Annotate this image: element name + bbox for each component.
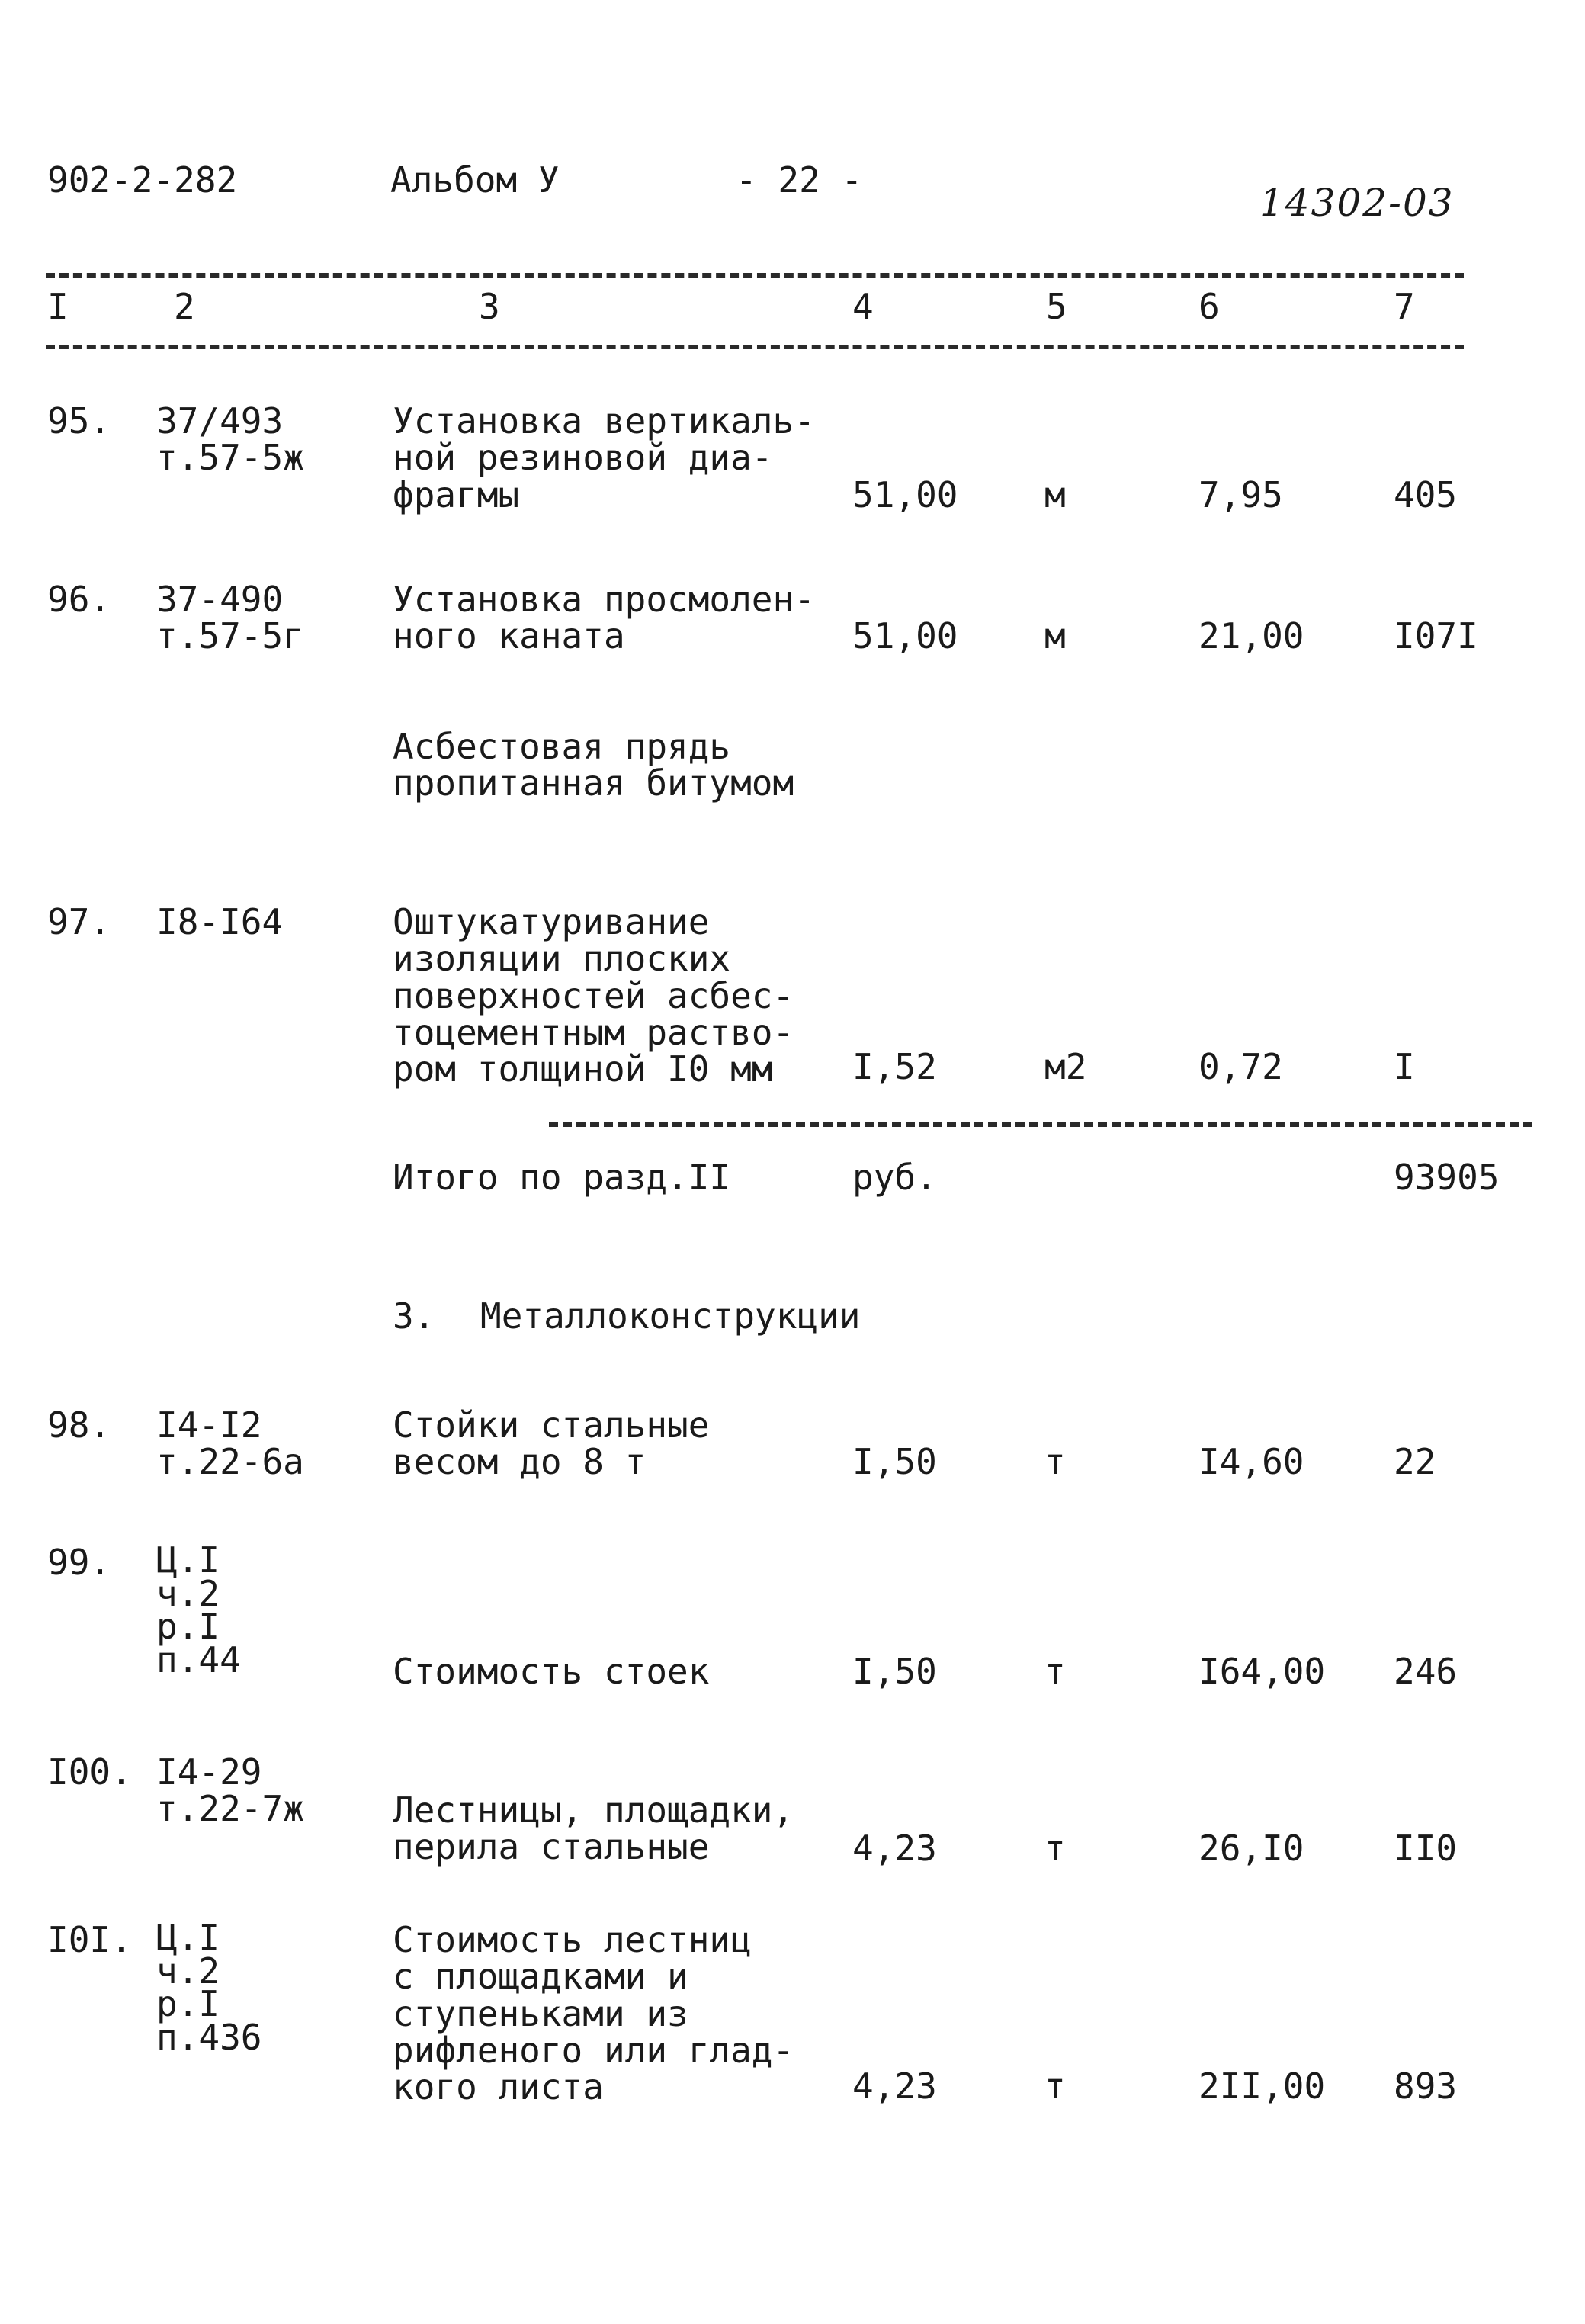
row-total: I [1394, 1046, 1415, 1087]
row-price: 2II,00 [1198, 2066, 1326, 2107]
row-price: 21,00 [1198, 615, 1304, 656]
description-line: перила стальные [393, 1826, 710, 1868]
row-price: 26,I0 [1198, 1828, 1304, 1869]
row-number: I00. [47, 1751, 132, 1793]
page-number: - 22 - [736, 159, 863, 201]
row-reference [156, 581, 304, 655]
header-top-rule [46, 273, 1464, 278]
reference-line: р.I [156, 1983, 220, 2025]
column-number-4: 4 [852, 286, 874, 327]
reference-line: Ц.I [156, 1539, 220, 1581]
subtotal-unit: руб. [852, 1157, 937, 1198]
reference-line: п.436 [156, 2017, 262, 2059]
reference-line: I4-I2 [156, 1404, 262, 1446]
column-number-7: 7 [1394, 286, 1415, 327]
reference-line: ч.2 [156, 1950, 220, 1992]
reference-line: т.57-5г [156, 615, 304, 657]
row-total: 246 [1394, 1651, 1458, 1692]
document-code: 902-2-282 [47, 159, 238, 201]
description-line: кого листа [393, 2066, 604, 2108]
row-reference [156, 1751, 304, 1830]
description-line: Стойки стальные [393, 1404, 710, 1446]
column-number-3: 3 [479, 286, 500, 327]
column-number-6: 6 [1198, 286, 1220, 327]
row-reference [156, 400, 304, 479]
row-reference [156, 901, 284, 942]
description-line: ром толщиной I0 мм [393, 1048, 773, 1090]
row-number: 96. [47, 579, 111, 620]
column-number-1: I [47, 286, 69, 327]
reference-line: Ц.I [156, 1917, 220, 1958]
description-line: с площадками и [393, 1956, 688, 1998]
row-unit: т [1044, 1828, 1066, 1869]
row-number: 99. [47, 1542, 111, 1583]
row-number: I0I. [47, 1919, 132, 1960]
row-price: I4,60 [1198, 1441, 1304, 1482]
column-number-2: 2 [174, 286, 195, 327]
row-total: 22 [1394, 1441, 1436, 1482]
row-total: I07I [1394, 615, 1478, 656]
row-quantity: 51,00 [852, 474, 958, 515]
description-line: тоцементным раство- [393, 1011, 794, 1053]
description-line: ного каната [393, 615, 625, 657]
description-line: ной резиновой диа- [393, 437, 773, 479]
album-label: Альбом У [390, 159, 560, 201]
row-quantity: I,50 [852, 1651, 937, 1692]
row-reference [156, 1917, 262, 2059]
reference-line: I8-I64 [156, 901, 284, 942]
row-reference [156, 1539, 241, 1681]
row-unit: м [1044, 474, 1066, 515]
subtotal-label: Итого по разд.II [393, 1157, 731, 1198]
row-price: 0,72 [1198, 1046, 1283, 1087]
reference-line: ч.2 [156, 1572, 220, 1614]
row-number: 97. [47, 901, 111, 942]
reference-line: р.I [156, 1606, 220, 1648]
subtotal-total: 93905 [1394, 1157, 1500, 1198]
reference-line: т.57-5ж [156, 437, 304, 479]
description-line: фрагмы [393, 473, 520, 515]
reference-line: I4-29 [156, 1751, 262, 1793]
row-total: 405 [1394, 474, 1458, 515]
reference-line: п.44 [156, 1639, 241, 1681]
description-line: весом до 8 т [393, 1441, 647, 1483]
row-unit: т [1044, 1441, 1066, 1482]
row-description [393, 1653, 709, 1690]
handwritten-stamp: 14302-03 [1259, 181, 1455, 225]
row-description [393, 581, 815, 655]
description-line: пропитанная битумом [393, 762, 794, 804]
row-total: 893 [1394, 2066, 1458, 2107]
column-number-5: 5 [1046, 286, 1067, 327]
row-number: 98. [47, 1404, 111, 1446]
reference-line: т.22-6а [156, 1441, 304, 1483]
row-quantity: 4,23 [852, 2066, 937, 2107]
row-number: 95. [47, 400, 111, 441]
description-line: Установка просмолен- [393, 579, 815, 620]
row-unit: т [1044, 1651, 1066, 1692]
description-line: рифленого или глад- [393, 2029, 794, 2071]
subtotal-rule [549, 1122, 1532, 1127]
row-price: I64,00 [1198, 1651, 1326, 1692]
description-line: Лестницы, площадки, [393, 1790, 794, 1831]
row-unit: м2 [1044, 1046, 1087, 1087]
row-description [393, 1404, 710, 1483]
row-unit: м [1044, 615, 1066, 656]
header-bottom-rule [46, 345, 1464, 349]
row-price: 7,95 [1198, 474, 1283, 515]
material-note [393, 728, 794, 802]
description-line: Стоимость лестниц [393, 1919, 752, 1960]
description-line: поверхностей асбес- [393, 974, 794, 1016]
description-line: Установка вертикаль- [393, 400, 815, 441]
row-reference [156, 1404, 304, 1483]
row-quantity: I,52 [852, 1046, 937, 1087]
section-title: Металлоконструкции [480, 1295, 861, 1337]
row-total: II0 [1394, 1828, 1458, 1869]
row-quantity: I,50 [852, 1441, 937, 1482]
reference-line: 37/493 [156, 400, 284, 441]
section-number: 3. [393, 1295, 435, 1337]
row-quantity: 4,23 [852, 1828, 937, 1869]
description-line: ступеньками из [393, 1992, 688, 2034]
row-description [393, 400, 815, 515]
row-description [393, 1792, 794, 1866]
row-unit: т [1044, 2066, 1066, 2107]
reference-line: т.22-7ж [156, 1788, 304, 1830]
row-quantity: 51,00 [852, 615, 958, 656]
description-line: Оштукатуривание [393, 901, 710, 942]
description-line: изоляции плоских [393, 938, 731, 980]
reference-line: 37-490 [156, 579, 284, 620]
description-line: Стоимость стоек [393, 1651, 710, 1692]
description-line: Асбестовая прядь [393, 726, 731, 767]
row-description [393, 901, 794, 1090]
row-description [393, 1919, 794, 2108]
